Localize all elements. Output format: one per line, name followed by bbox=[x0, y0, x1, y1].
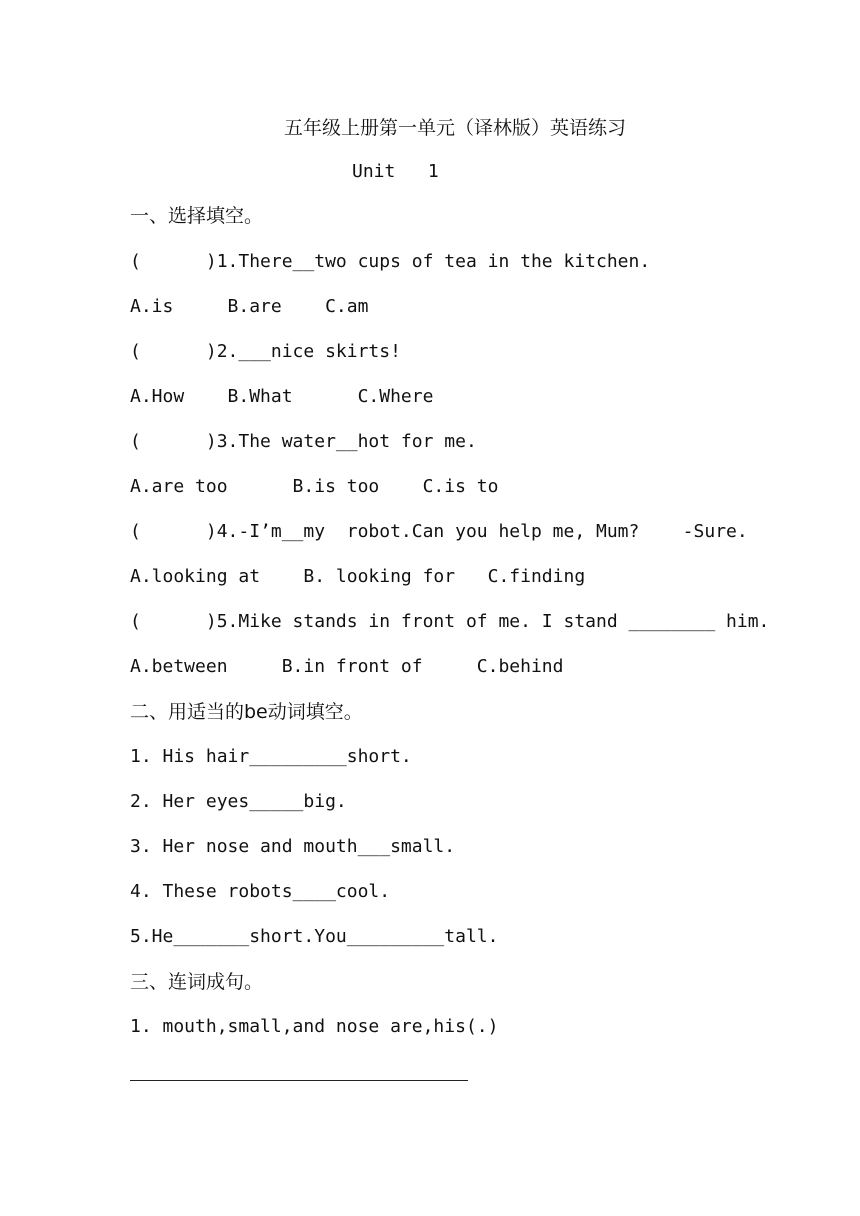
question-3-options: A.are too B.is too C.is to bbox=[130, 476, 499, 497]
question-1-options: A.is B.are C.am bbox=[130, 296, 369, 317]
question-2-options: A.How B.What C.Where bbox=[130, 386, 434, 407]
unit-label: Unit 1 bbox=[352, 161, 439, 182]
question-4-options: A.looking at B. looking for C.finding bbox=[130, 566, 586, 587]
question-4-stem: ( )4.-I’m__my robot.Can you help me, Mum? -Sure. bbox=[130, 521, 748, 542]
answer-line bbox=[130, 1080, 468, 1081]
fill-item-5: 5.He_______short.You_________tall. bbox=[130, 926, 499, 947]
sentence-item-1: 1. mouth,small,and nose are,his(.) bbox=[130, 1016, 499, 1037]
fill-item-4: 4. These robots____cool. bbox=[130, 881, 391, 902]
page-title: 五年级上册第一单元（译林版）英语练习 bbox=[283, 117, 626, 139]
question-5-stem: ( )5.Mike stands in front of me. I stand ________ him. bbox=[130, 611, 770, 632]
section-3-heading: 三、连词成句。 bbox=[130, 971, 264, 993]
section-1-heading: 一、选择填空。 bbox=[130, 205, 264, 227]
fill-item-1: 1. His hair_________short. bbox=[130, 746, 412, 767]
fill-item-3: 3. Her nose and mouth___small. bbox=[130, 836, 456, 857]
fill-item-2: 2. Her eyes_____big. bbox=[130, 791, 347, 812]
question-2-stem: ( )2.___nice skirts! bbox=[130, 341, 401, 362]
question-1-stem: ( )1.There__two cups of tea in the kitchen. bbox=[130, 251, 651, 272]
question-5-options: A.between B.in front of C.behind bbox=[130, 656, 564, 677]
question-3-stem: ( )3.The water__hot for me. bbox=[130, 431, 477, 452]
section-2-heading: 二、用适当的be动词填空。 bbox=[130, 701, 363, 723]
